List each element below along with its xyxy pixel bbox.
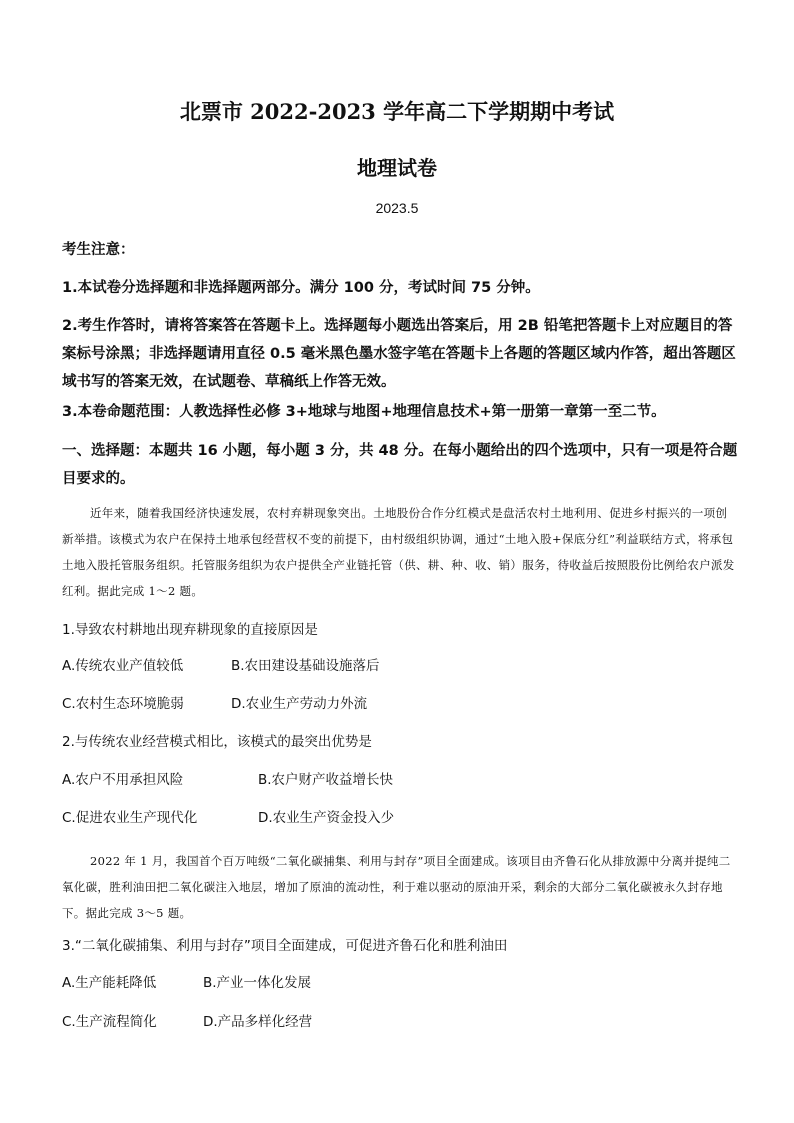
question-2-stem: 2.与传统农业经营模式相比，该模式的最突出优势是 xyxy=(62,734,372,750)
question-1-stem: 1.导致农村耕地出现弃耕现象的直接原因是 xyxy=(62,622,318,638)
exam-subject: 地理试卷 xyxy=(357,156,437,180)
passage-1: 近年来，随着我国经济快速发展，农村弃耕现象突出。土地股份合作分红模式是盘活农村土地利用、促进乡村振兴的一项创新举措。该模式为农户在保持土地承包经营权不变的前提下，由村级组织协调，通过“土地入股+保底分红”利益联结方式，将承包土地入股托管服务组织。托管服务组织为农户提供全产业链托管（供、耕、种、收、销）服务，待收益后按照股份比例给农户派发红利。据此完成 1～2 题。 xyxy=(62,506,735,598)
notice-item-1: 1.本试卷分选择题和非选择题两部分。满分 100 分，考试时间 75 分钟。 xyxy=(62,280,540,296)
q2-option-d: D.农业生产资金投入少 xyxy=(258,810,395,826)
q2-option-a: A.农户不用承担风险 xyxy=(62,772,184,788)
q1-option-b: B.农田建设基础设施落后 xyxy=(231,658,380,674)
q2-option-b: B.农户财产收益增长快 xyxy=(258,772,394,788)
notice-item-3: 3.本卷命题范围：人教选择性必修 3+地球与地图+地理信息技术+第一册第一章第一至二节。 xyxy=(62,404,666,420)
q1-option-a: A.传统农业产值较低 xyxy=(62,658,184,674)
q1-option-d: D.农业生产劳动力外流 xyxy=(231,696,368,712)
exam-date: 2023.5 xyxy=(375,200,419,216)
passage-2: 2022 年 1 月，我国首个百万吨级“二氧化碳捕集、利用与封存”项目全面建成。该项目由齐鲁石化从排放源中分离并提纯二氧化碳，胜利油田把二氧化碳注入地层，增加了原油的流动性，利于难以驱动的原油开采，剩余的大部分二氧化碳被永久封存地下。据此完成 3～5 题。 xyxy=(62,854,731,920)
q2-option-c: C.促进农业生产现代化 xyxy=(62,810,198,826)
exam-title: 北票市 2022-2023 学年高二下学期期中考试 xyxy=(179,99,615,124)
notice-heading: 考生注意： xyxy=(62,242,135,258)
q3-option-a: A.生产能耗降低 xyxy=(62,975,157,991)
q3-option-b: B.产业一体化发展 xyxy=(203,975,312,991)
q1-option-c: C.农村生态环境脆弱 xyxy=(62,696,184,712)
question-3-stem: 3.“二氧化碳捕集、利用与封存”项目全面建成，可促进齐鲁石化和胜利油田 xyxy=(62,938,508,954)
notice-item-2: 2.考生作答时，请将答案答在答题卡上。选择题每小题选出答案后，用 2B 铅笔把答题卡上对应题目的答案标号涂黑；非选择题请用直径 0.5 毫米黑色墨水签字笔在答题卡上各题的答题区域内作答，超出答题区域书写的答案无效，在试题卷、草稿纸上作答无效。 xyxy=(62,318,736,390)
section-heading: 一、选择题：本题共 16 小题，每小题 3 分，共 48 分。在每小题给出的四个选项中，只有一项是符合题目要求的。 xyxy=(62,443,738,487)
q3-option-d: D.产品多样化经营 xyxy=(203,1014,313,1030)
q3-option-c: C.生产流程简化 xyxy=(62,1014,157,1030)
